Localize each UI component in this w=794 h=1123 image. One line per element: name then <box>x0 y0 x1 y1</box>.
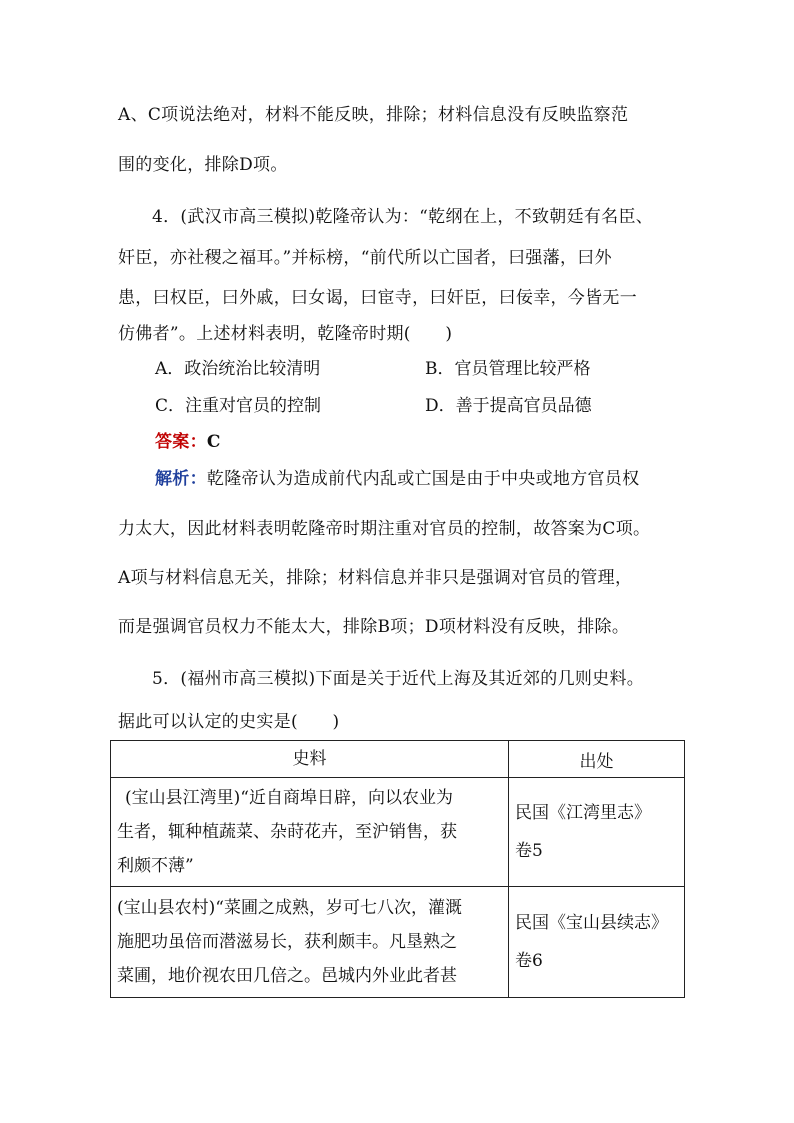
origin-line: 卷5 <box>515 841 543 861</box>
q4-option-c: C．注重对官员的控制 <box>155 396 322 416</box>
q4-stem-line-4: 仿佛者”。上述材料表明，乾隆帝时期( ) <box>118 324 453 344</box>
q4-stem-line-2: 奸臣，亦社稷之福耳。”并标榜，“前代所以亡国者，曰强藩，曰外 <box>118 248 612 268</box>
source-line: 施肥功虽倍而潜滋易长，获利颇丰。凡垦熟之 <box>117 932 457 952</box>
source-line: (宝山县江湾里)“近自商埠日辟，向以农业为 <box>125 788 453 808</box>
q4-option-a: A．政治统治比较清明 <box>155 359 321 379</box>
q4-analysis-line-3: A项与材料信息无关，排除；材料信息并非只是强调对官员的管理， <box>118 568 633 588</box>
source-table <box>110 740 685 998</box>
q4-option-b: B．官员管理比较严格 <box>425 359 591 379</box>
origin-line: 民国《江湾里志》 <box>515 803 651 823</box>
table-cell-origin <box>509 778 685 887</box>
q4-stem-line-1: 4．(武汉市高三模拟)乾隆帝认为：“乾纲在上，不致朝廷有名臣、 <box>152 207 654 227</box>
answer-value: C <box>206 432 221 452</box>
source-line: 利颇不薄” <box>117 856 194 876</box>
q4-option-d: D．善于提高官员品德 <box>425 396 592 416</box>
table-cell-source <box>111 778 509 887</box>
table-row <box>111 887 685 998</box>
table-cell-source <box>111 887 509 998</box>
q4-stem-line-3: 患，曰权臣，曰外戚，曰女谒，曰宦寺，曰奸臣，曰佞幸，今皆无一 <box>118 288 637 308</box>
q5-stem-line-1: 5．(福州市高三模拟)下面是关于近代上海及其近郊的几则史料。 <box>152 669 645 689</box>
q4-answer <box>155 427 221 452</box>
origin-line: 民国《宝山县续志》 <box>515 913 668 933</box>
table-header-source: 史料 <box>111 741 509 778</box>
q4-analysis-line-4: 而是强调官员权力不能太大，排除B项；D项材料没有反映，排除。 <box>118 617 630 637</box>
q5-stem-line-2: 据此可以认定的史实是( ) <box>118 712 340 732</box>
source-line: 菜圃，地价视农田几倍之。邑城内外业此者甚 <box>117 966 457 986</box>
source-line: 生者，辄种植蔬菜、杂莳花卉，至沪销售，获 <box>117 822 457 842</box>
prev-analysis-line-2: 围的变化，排除D项。 <box>118 155 288 175</box>
answer-label: 答案： <box>155 432 207 452</box>
table-header-row <box>111 741 685 778</box>
table-cell-origin <box>509 887 685 998</box>
q4-analysis-line-1 <box>155 464 639 489</box>
analysis-label: 解析： <box>155 469 207 489</box>
table-header-origin: 出处 <box>509 741 685 778</box>
q4-analysis-line-2: 力太大，因此材料表明乾隆帝时期注重对官员的控制，故答案为C项。 <box>118 519 651 539</box>
table-row <box>111 778 685 887</box>
prev-analysis-line-1: A、C项说法绝对，材料不能反映，排除；材料信息没有反映监察范 <box>118 105 629 125</box>
origin-line: 卷6 <box>515 951 543 971</box>
analysis-text: 乾隆帝认为造成前代内乱或亡国是由于中央或地方官员权 <box>206 469 640 489</box>
source-line: (宝山县农村)“菜圃之成熟，岁可七八次，灌溉 <box>117 898 462 918</box>
